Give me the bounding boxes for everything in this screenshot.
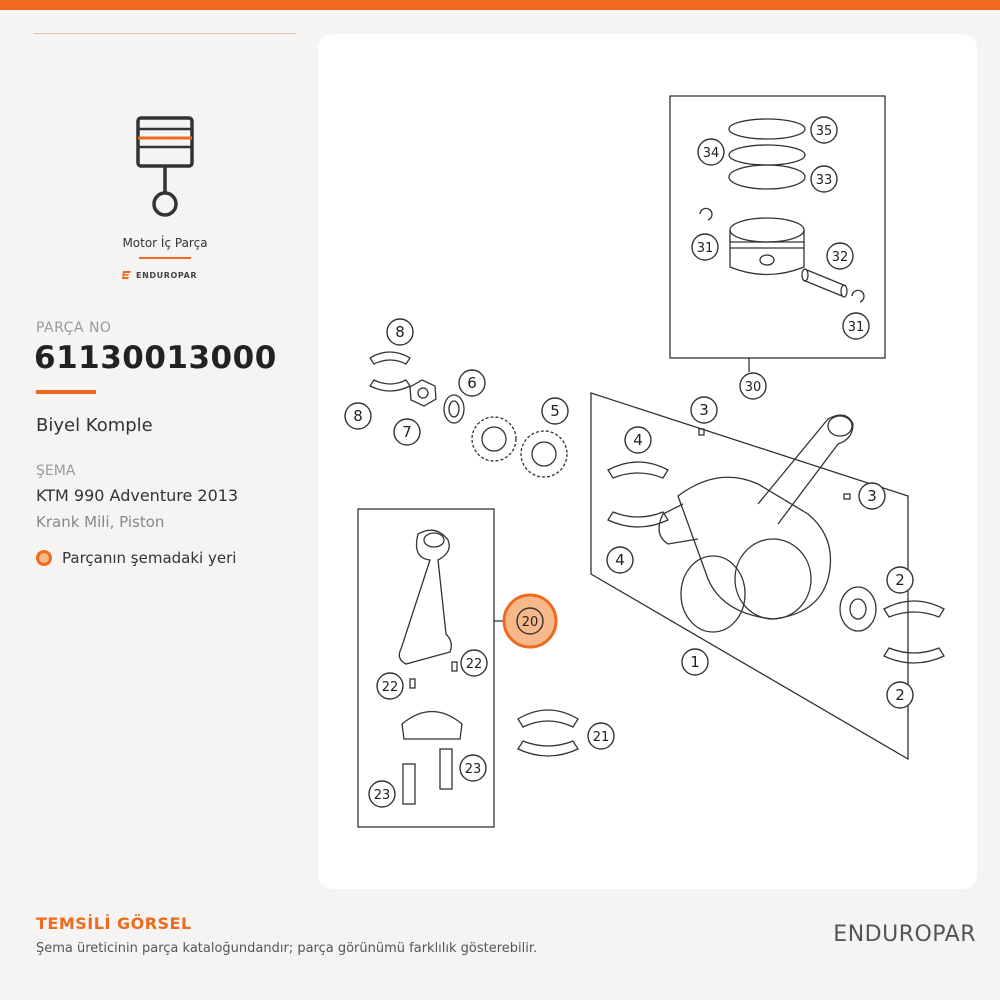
callout-number: 32 xyxy=(831,250,849,265)
callout-number: 1 xyxy=(690,653,700,671)
callout-number: 6 xyxy=(467,374,477,392)
part-number-label: PARÇA NO xyxy=(36,320,112,336)
part-info-sidebar xyxy=(0,0,318,900)
callout-number: 2 xyxy=(895,571,905,589)
part-name: Biyel Komple xyxy=(36,415,153,436)
callout-number: 7 xyxy=(402,423,412,441)
footer-title: TEMSİLİ GÖRSEL xyxy=(36,914,192,933)
callout-number: 33 xyxy=(815,173,833,188)
exploded-parts-diagram xyxy=(318,34,977,889)
callout-number: 31 xyxy=(847,320,865,335)
callout-number: 34 xyxy=(702,146,720,161)
highlight-marker-icon xyxy=(36,550,52,566)
schema-model: KTM 990 Adventure 2013 xyxy=(36,486,239,505)
schema-label: ŞEMA xyxy=(36,463,76,479)
brand-mini-text: ENDUROPAR xyxy=(136,270,198,280)
callout-number: 23 xyxy=(373,788,391,803)
callout-number: 5 xyxy=(550,402,560,420)
part-number: 61130013000 xyxy=(34,340,277,376)
callout-number: 4 xyxy=(633,431,643,449)
callout-number: 3 xyxy=(867,487,877,505)
callout-number: 22 xyxy=(465,657,483,672)
diagram-card xyxy=(318,34,977,889)
category-underline xyxy=(139,257,191,259)
schema-group: Krank Mili, Piston xyxy=(36,513,165,531)
enduropar-logo-icon xyxy=(122,270,132,280)
callout-number: 4 xyxy=(615,551,625,569)
callout-number: 31 xyxy=(696,241,714,256)
callout-number: 8 xyxy=(353,407,363,425)
callout-layer xyxy=(345,117,913,807)
part-number-underline xyxy=(36,390,96,394)
legend-label: Parçanın şemadaki yeri xyxy=(62,549,237,567)
category-label: Motor İç Parça xyxy=(122,236,208,250)
callout-number: 23 xyxy=(464,762,482,777)
callout-number: 2 xyxy=(895,686,905,704)
callout-number: 35 xyxy=(815,124,833,139)
footer-brand: ENDUROPAR xyxy=(833,922,976,947)
callout-number: 20 xyxy=(521,615,539,630)
callout-number: 30 xyxy=(744,380,762,395)
piston-icon xyxy=(130,112,202,222)
callout-number: 22 xyxy=(381,680,399,695)
highlight-legend xyxy=(36,549,236,567)
footer-note: Şema üreticinin parça kataloğundandır; parça görünümü farklılık gösterebilir. xyxy=(36,941,538,956)
callout-number: 8 xyxy=(395,323,405,341)
callout-number: 3 xyxy=(699,401,709,419)
brand-mini-logo xyxy=(122,268,197,282)
callout-number: 21 xyxy=(592,730,610,745)
